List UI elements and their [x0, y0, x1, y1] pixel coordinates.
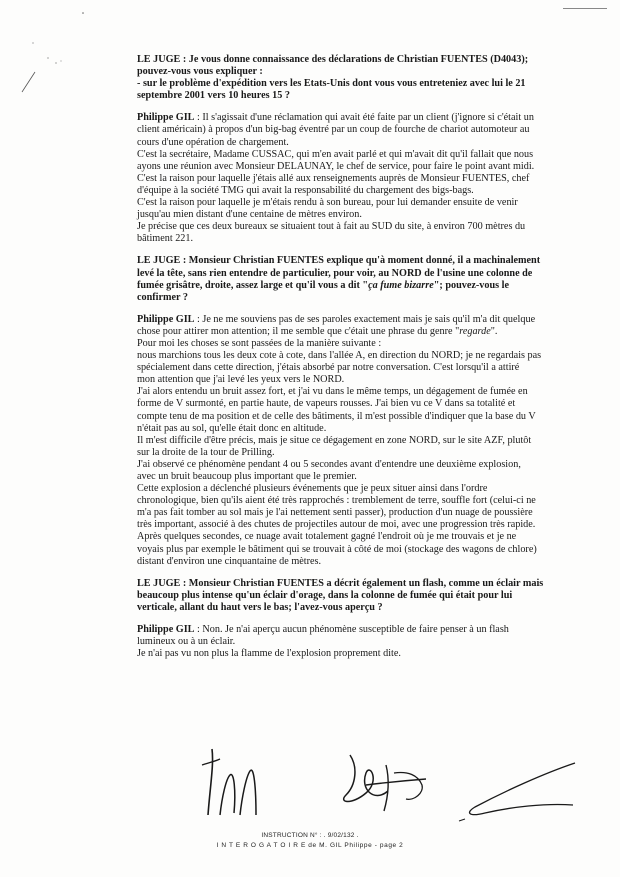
question-line: - sur le problème d'expédition vers les Etats-Unis dont vous vous entreteniez avec lui le 21	[137, 78, 526, 90]
answer-line: nous marchions tous les deux cote à cote, dans l'allée A, en direction du NORD; je ne regardais pas	[137, 350, 542, 362]
answer-text: ".	[490, 325, 498, 337]
answer-2	[137, 314, 589, 568]
answer-line: Pour moi les choses se sont passées de la manière suivante :	[137, 337, 382, 349]
answer-line: avec un bruit beaucoup plus important que le premier.	[137, 471, 357, 482]
speaker-name: Philippe GIL	[137, 624, 195, 636]
answer-line: voyais plus par exemple le bâtiment qui se trouvait à côté de moi (stockage des wagons de chlore)	[137, 543, 537, 555]
answer-line: C'est la raison pour laquelle j'étais allé aux renseignements auprès de Monsieur FUENTES, chef	[137, 172, 530, 184]
question-2	[137, 255, 589, 303]
answer-text: chose pour attirer mon attention; il me semble que c'était une phrase du genre "	[137, 325, 460, 337]
page-stamp	[563, 8, 607, 23]
answer-line	[137, 326, 589, 338]
question-line	[137, 280, 589, 292]
signature-middle	[330, 745, 450, 820]
speaker-name: Philippe GIL	[137, 112, 195, 124]
answer-text: : Non. Je n'ai aperçu aucun phénomène susceptible de faire penser à un flash	[194, 624, 509, 636]
answer-line: compte tenu de ma position et de celle des bâtiments, il m'est possible d'indiquer que la base du V	[137, 410, 536, 422]
quoted-phrase: regarde	[459, 325, 491, 337]
answer-line: ayons une réunion avec Monsieur DELAUNAY, le chef de service, pour faire le point avant midi.	[137, 160, 535, 172]
footer-instruction-number: INSTRUCTION N° : . 9/02/132 .	[261, 832, 359, 839]
answer-line: très important, associé à des chutes de projectiles autour de moi, avec une progression très rapide.	[137, 519, 536, 531]
answer-line: C'est la secrétaire, Madame CUSSAC, qui m'en avait parlé et qui m'avait dit qu'il fallait que nous	[137, 148, 534, 160]
answer-line: Je n'ai pas vu non plus la flamme de l'explosion proprement dite.	[137, 648, 401, 660]
signature-right	[455, 755, 595, 825]
answer-line: client américain) à propos d'un big-bag éventré par un coup de fourche de chariot automoteur au	[137, 124, 530, 136]
question-line: LE JUGE : Je vous donne connaissance des déclarations de Christian FUENTES (D4043);	[137, 54, 529, 65]
answer-text: : Je ne me souviens pas de ses paroles exactement mais je sais qu'il m'a dit quelque	[194, 313, 536, 325]
answer-line	[137, 624, 589, 636]
question-text: "; pouvez-vous le	[433, 279, 510, 291]
signature-left	[190, 735, 280, 825]
answer-3	[137, 624, 589, 660]
answer-line	[137, 112, 589, 124]
answer-line: spécialement dans cette direction, j'étais absorbé par notre conversation. C'est lorsqu'il a attiré	[137, 362, 520, 374]
answer-line: distant d'environ une cinquantaine de mètres.	[137, 555, 322, 567]
question-line: verticale, allant du haut vers le bas; l'avez-vous aperçu ?	[137, 601, 383, 613]
answer-line: chronologique, bien qu'ils aient été très rapprochés : tremblement de terre, souffle fort (celui-ci ne	[137, 495, 536, 507]
answer-line: Cette explosion a déclenché plusieurs événements que je peux situer ainsi dans l'ordre	[137, 483, 488, 495]
answer-line: cours d'une opération de chargement.	[137, 136, 289, 148]
answer-line: Après quelques secondes, ce nuage avait totalement gagné l'endroit où je me trouvais et je ne	[137, 531, 517, 543]
interrogation-text	[137, 54, 589, 670]
question-line: septembre 2001 vers 10 heures 15 ?	[137, 90, 290, 102]
answer-line: Il m'est difficile d'être précis, mais je situe ce dégagement en zone NORD, sur le site AZF, plutôt	[137, 434, 532, 446]
question-3	[137, 578, 589, 614]
answer-line: J'ai observé ce phénomène pendant 4 ou 5 secondes avant d'entendre une deuxième explosion,	[137, 458, 521, 470]
answer-line: mon attention que j'ai levé les yeux vers le NORD.	[137, 374, 345, 386]
quoted-phrase: ça fume bizarre	[368, 279, 434, 291]
answer-line: Je précise que ces deux bureaux se situaient tout à fait au SUD du site, à environ 700 mètres du	[137, 221, 526, 233]
answer-text: : Il s'agissait d'une réclamation qui avait été faite par un client (j'ignore si c'était un	[194, 112, 534, 124]
answer-line: lumineux ou à un éclair.	[137, 636, 236, 648]
answer-line: C'est la raison pour laquelle je m'étais rendu à son bureau, pour lui demander ensuite de venir	[137, 197, 518, 209]
answer-1	[137, 112, 589, 245]
answer-line	[137, 314, 589, 326]
answer-line: n'était pas au sol, qu'elle était donc en altitude.	[137, 422, 327, 434]
scan-marks	[0, 0, 140, 120]
question-line: beaucoup plus intense qu'un éclair d'orage, dans la colonne de fumée qui était pour lui	[137, 589, 513, 601]
answer-line: J'ai alors entendu un bruit assez fort, et j'ai vu dans le même temps, un dégagement de fumée en	[137, 386, 528, 398]
question-line: pouvez-vous vous expliquer :	[137, 66, 263, 78]
answer-line: sur la droite de la tour de Prilling.	[137, 446, 275, 458]
question-line: levé la tête, sans rien entendre de particulier, pour voir, au NORD de l'usine une colonne de	[137, 267, 533, 279]
answer-line: m'a pas fait tomber au sol mais je l'ai nettement senti passer), production d'un nuage de poussière	[137, 507, 533, 519]
question-line: LE JUGE : Monsieur Christian FUENTES explique qu'à moment donné, il a machinalement	[137, 255, 541, 267]
answer-line: d'équipe à la société TMG qui avait la responsabilité du chargement des bigs-bags.	[137, 184, 474, 196]
footer-page-label: I N T E R O G A T O I R E de M. GIL Philippe - page 2	[216, 842, 404, 849]
answer-line: bâtiment 221.	[137, 233, 194, 245]
question-text: fumée grisâtre, droite, assez large et qu'il vous a dit "	[137, 279, 369, 291]
question-1	[137, 54, 589, 102]
answer-line: forme de V surmonté, en partie haute, de vapeurs rousses. J'ai bien vu ce V dans sa totalité et	[137, 398, 516, 410]
question-line: LE JUGE : Monsieur Christian FUENTES a décrit également un flash, comme un éclair mais	[137, 577, 544, 589]
speaker-name: Philippe GIL	[137, 313, 195, 325]
question-line: confirmer ?	[137, 291, 189, 303]
answer-line: jusqu'au mien distant d'une centaine de mètres environ.	[137, 209, 362, 221]
